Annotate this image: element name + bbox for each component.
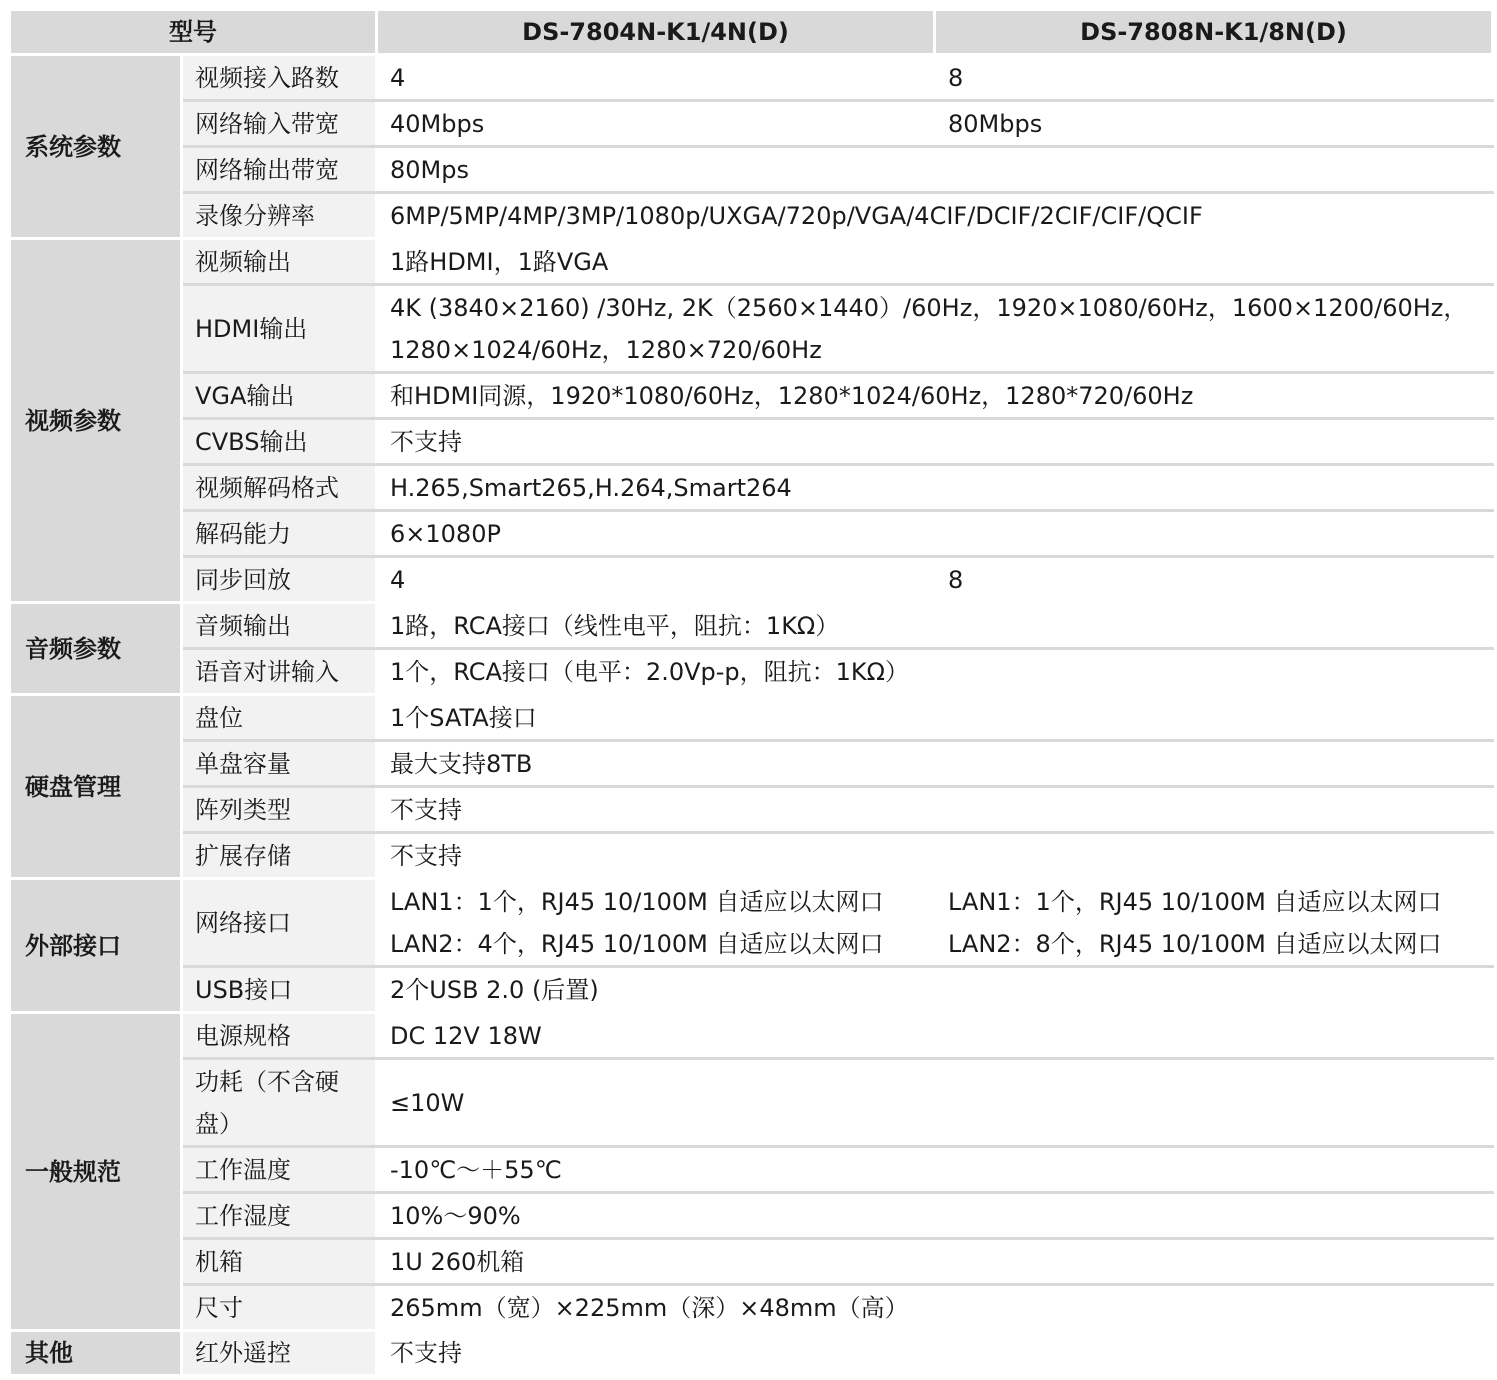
table-row xyxy=(10,285,1493,373)
row-value: 不支持 xyxy=(377,1331,1493,1376)
table-row xyxy=(10,55,1493,101)
row-label xyxy=(182,1059,377,1147)
table-row xyxy=(10,649,1493,695)
row-label: HDMI输出 xyxy=(182,285,377,373)
table-row xyxy=(10,741,1493,787)
row-label-line: 功耗（不含硬 xyxy=(195,1067,339,1096)
row-label: 语音对讲输入 xyxy=(182,649,377,695)
table-row xyxy=(10,239,1493,285)
row-value: 265mm（宽）×225mm（深）×48mm（高） xyxy=(377,1285,1493,1331)
row-value-line: LAN2：8个，RJ45 10/100M 自适应以太网口 xyxy=(948,929,1442,958)
table-row xyxy=(10,511,1493,557)
category-system: 系统参数 xyxy=(10,55,182,239)
row-label: 网络接口 xyxy=(182,879,377,967)
row-label: 录像分辨率 xyxy=(182,193,377,239)
table-row xyxy=(10,695,1493,741)
row-value: 6×1080P xyxy=(377,511,1493,557)
row-label: 解码能力 xyxy=(182,511,377,557)
row-label: CVBS输出 xyxy=(182,419,377,465)
row-label: 视频解码格式 xyxy=(182,465,377,511)
row-value: 1路HDMI，1路VGA xyxy=(377,239,1493,285)
row-label: 视频接入路数 xyxy=(182,55,377,101)
category-general: 一般规范 xyxy=(10,1013,182,1331)
row-value-line: 1280×1024/60Hz，1280×720/60Hz xyxy=(390,335,822,364)
row-label: 网络输入带宽 xyxy=(182,101,377,147)
table-row xyxy=(10,419,1493,465)
row-value xyxy=(377,285,1493,373)
table-row xyxy=(10,557,1493,603)
table-row xyxy=(10,1193,1493,1239)
row-label: 红外遥控 xyxy=(182,1331,377,1376)
row-value: 1个，RCA接口（电平：2.0Vp-p，阻抗：1KΩ） xyxy=(377,649,1493,695)
row-value: 和HDMI同源，1920*1080/60Hz，1280*1024/60Hz，1280*720/60Hz xyxy=(377,373,1493,419)
row-label: 音频输出 xyxy=(182,603,377,649)
row-label: 电源规格 xyxy=(182,1013,377,1059)
row-label: 扩展存储 xyxy=(182,833,377,879)
row-value: 1个SATA接口 xyxy=(377,695,1493,741)
row-value: 10%～90% xyxy=(377,1193,1493,1239)
row-value-line: LAN2：4个，RJ45 10/100M 自适应以太网口 xyxy=(390,929,884,958)
row-value: -10℃～＋55℃ xyxy=(377,1147,1493,1193)
table-row xyxy=(10,193,1493,239)
table-row xyxy=(10,465,1493,511)
header-row xyxy=(10,10,1493,55)
row-label: 尺寸 xyxy=(182,1285,377,1331)
row-label: 单盘容量 xyxy=(182,741,377,787)
row-value: 不支持 xyxy=(377,419,1493,465)
header-model-label: 型号 xyxy=(10,10,377,55)
header-model-1: DS-7804N-K1/4N(D) xyxy=(377,10,935,55)
row-label: VGA输出 xyxy=(182,373,377,419)
row-label: 网络输出带宽 xyxy=(182,147,377,193)
row-value: 8 xyxy=(935,55,1493,101)
row-value: 1U 260机箱 xyxy=(377,1239,1493,1285)
table-row xyxy=(10,833,1493,879)
row-label: 工作温度 xyxy=(182,1147,377,1193)
category-external: 外部接口 xyxy=(10,879,182,1013)
row-value: 2个USB 2.0 (后置) xyxy=(377,967,1493,1013)
category-audio: 音频参数 xyxy=(10,603,182,695)
table-row xyxy=(10,1239,1493,1285)
table-row xyxy=(10,1147,1493,1193)
row-label: 同步回放 xyxy=(182,557,377,603)
category-video: 视频参数 xyxy=(10,239,182,603)
row-label-line: 盘） xyxy=(195,1109,243,1138)
row-value-line: 4K (3840×2160) /30Hz, 2K（2560×1440）/60Hz，1920×1080/60Hz，1600×1200/60Hz， xyxy=(390,293,1468,322)
row-value: 1路，RCA接口（线性电平，阻抗：1KΩ） xyxy=(377,603,1493,649)
row-value: DC 12V 18W xyxy=(377,1013,1493,1059)
row-label: 机箱 xyxy=(182,1239,377,1285)
table-row xyxy=(10,879,1493,967)
row-label: 工作湿度 xyxy=(182,1193,377,1239)
header-model-2: DS-7808N-K1/8N(D) xyxy=(935,10,1493,55)
category-disk: 硬盘管理 xyxy=(10,695,182,879)
row-value xyxy=(377,879,935,967)
table-row xyxy=(10,967,1493,1013)
row-value: 80Mps xyxy=(377,147,1493,193)
table-row xyxy=(10,147,1493,193)
table-row xyxy=(10,1285,1493,1331)
row-label: USB接口 xyxy=(182,967,377,1013)
spec-table xyxy=(8,8,1494,1377)
row-value: 4 xyxy=(377,55,935,101)
row-value: 40Mbps xyxy=(377,101,935,147)
row-value xyxy=(935,879,1493,967)
row-value: 不支持 xyxy=(377,787,1493,833)
row-value: 不支持 xyxy=(377,833,1493,879)
row-value-line: LAN1：1个，RJ45 10/100M 自适应以太网口 xyxy=(948,887,1442,916)
table-row xyxy=(10,1013,1493,1059)
table-row xyxy=(10,603,1493,649)
table-row xyxy=(10,373,1493,419)
row-value: 8 xyxy=(935,557,1493,603)
row-value: H.265,Smart265,H.264,Smart264 xyxy=(377,465,1493,511)
category-other: 其他 xyxy=(10,1331,182,1376)
row-value: 80Mbps xyxy=(935,101,1493,147)
table-row xyxy=(10,101,1493,147)
row-label: 视频输出 xyxy=(182,239,377,285)
row-value-line: LAN1：1个，RJ45 10/100M 自适应以太网口 xyxy=(390,887,884,916)
row-value: ≤10W xyxy=(377,1059,1493,1147)
row-label: 盘位 xyxy=(182,695,377,741)
row-label: 阵列类型 xyxy=(182,787,377,833)
row-value: 4 xyxy=(377,557,935,603)
row-value: 6MP/5MP/4MP/3MP/1080p/UXGA/720p/VGA/4CIF/DCIF/2CIF/CIF/QCIF xyxy=(377,193,1493,239)
row-value: 最大支持8TB xyxy=(377,741,1493,787)
table-row xyxy=(10,1059,1493,1147)
table-row xyxy=(10,1331,1493,1376)
table-row xyxy=(10,787,1493,833)
